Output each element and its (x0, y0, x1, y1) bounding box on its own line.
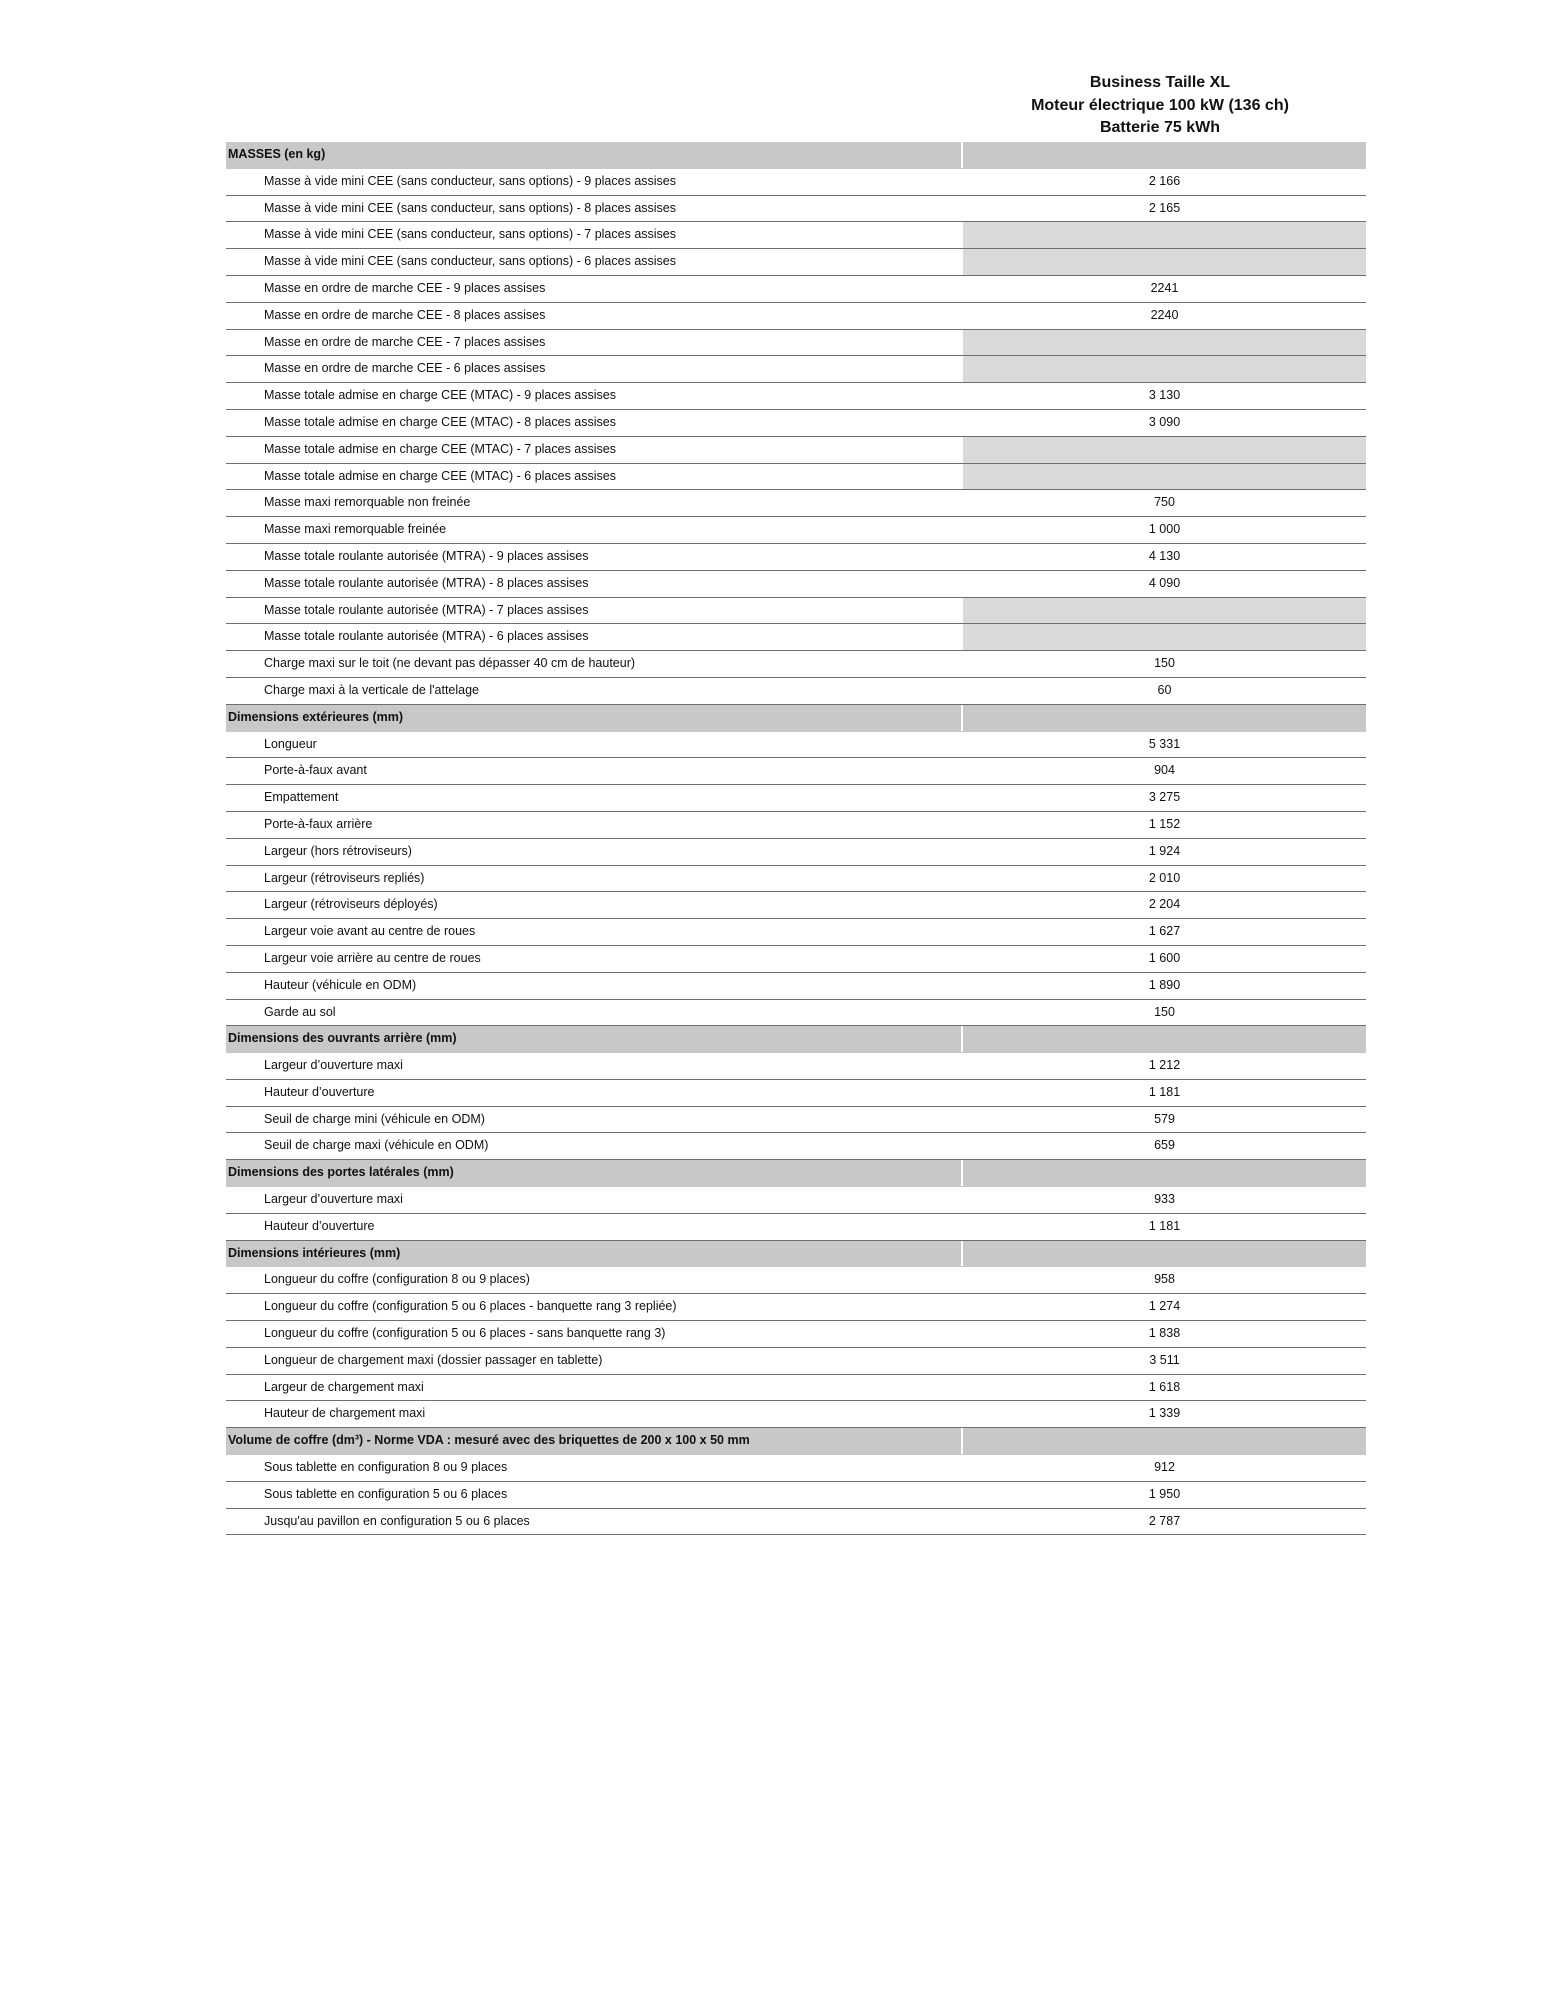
row-value: 1 212 (961, 1053, 1366, 1079)
table-row (226, 544, 1366, 571)
table-row (226, 1348, 1366, 1375)
section-title: Dimensions intérieures (mm) (228, 1245, 401, 1260)
row-value: 1 152 (961, 812, 1366, 838)
row-value: 1 890 (961, 973, 1366, 999)
section-title: Dimensions extérieures (mm) (228, 709, 404, 724)
table-row (226, 1053, 1366, 1080)
row-label: Seuil de charge mini (véhicule en ODM) (264, 1111, 485, 1126)
section-header (226, 1241, 1366, 1268)
row-label: Hauteur de chargement maxi (264, 1406, 426, 1421)
table-row (226, 437, 1366, 464)
row-label: Porte-à-faux avant (264, 763, 367, 778)
table-row (226, 651, 1366, 678)
row-label: Masse maxi remorquable non freinée (264, 495, 471, 510)
row-label: Largeur de chargement maxi (264, 1379, 424, 1394)
table-row (226, 866, 1366, 893)
row-label: Jusqu'au pavillon en configuration 5 ou 6 places (264, 1513, 530, 1528)
row-value: 579 (961, 1107, 1366, 1133)
row-value: 1 924 (961, 839, 1366, 865)
table-row (226, 276, 1366, 303)
row-label: Seuil de charge maxi (véhicule en ODM) (264, 1138, 489, 1153)
table-row (226, 330, 1366, 357)
table-row (226, 222, 1366, 249)
row-value: 1 000 (961, 517, 1366, 543)
row-value: 1 618 (961, 1375, 1366, 1401)
table-row (226, 973, 1366, 1000)
row-label: Masse à vide mini CEE (sans conducteur, sans options) - 7 places assises (264, 227, 676, 242)
row-value: 912 (961, 1455, 1366, 1481)
row-value: 2240 (961, 303, 1366, 329)
table-row (226, 1000, 1366, 1027)
header-model: Business Taille XL (1089, 74, 1231, 91)
row-label: Masse totale admise en charge CEE (MTAC) - 9 places assises (264, 388, 616, 403)
table-row (226, 571, 1366, 598)
table-row (226, 464, 1366, 491)
header-battery: Batterie 75 kWh (1099, 119, 1221, 136)
section-header (226, 1160, 1366, 1187)
table-row (226, 624, 1366, 651)
row-label: Garde au sol (264, 1004, 336, 1019)
row-label: Masse maxi remorquable freinée (264, 522, 447, 537)
row-value (961, 1428, 1366, 1454)
row-label: Largeur (rétroviseurs déployés) (264, 897, 438, 912)
row-label: Hauteur d’ouverture (264, 1084, 375, 1099)
table-row (226, 598, 1366, 625)
row-value: 2 010 (961, 866, 1366, 892)
row-label: Charge maxi à la verticale de l'attelage (264, 682, 480, 697)
section-title: MASSES (en kg) (228, 147, 326, 161)
section-header (226, 142, 1366, 169)
row-value: 1 274 (961, 1294, 1366, 1320)
row-label: Largeur voie avant au centre de roues (264, 924, 476, 939)
column-header (960, 72, 1360, 140)
table-row (226, 249, 1366, 276)
row-value (961, 330, 1366, 356)
section-header (226, 1026, 1366, 1053)
table-row (226, 1187, 1366, 1214)
row-value (961, 464, 1366, 490)
table-row (226, 303, 1366, 330)
row-label: Masse totale roulante autorisée (MTRA) - 6 places assises (264, 629, 589, 644)
row-value (961, 1160, 1366, 1186)
table-row (226, 196, 1366, 223)
table-row (226, 1455, 1366, 1482)
table-row (226, 410, 1366, 437)
row-value: 1 600 (961, 946, 1366, 972)
section-title: Dimensions des ouvrants arrière (mm) (228, 1031, 457, 1046)
row-label: Masse à vide mini CEE (sans conducteur, sans options) - 8 places assises (264, 200, 676, 215)
row-label: Masse en ordre de marche CEE - 8 places assises (264, 307, 546, 322)
row-label: Porte-à-faux arrière (264, 816, 373, 831)
table-row (226, 1375, 1366, 1402)
table-row (226, 1509, 1366, 1536)
row-value: 1 950 (961, 1482, 1366, 1508)
table-row (226, 1294, 1366, 1321)
row-label: Sous tablette en configuration 5 ou 6 places (264, 1486, 508, 1501)
table-row (226, 946, 1366, 973)
row-value: 1 339 (961, 1401, 1366, 1427)
section-title: Dimensions des portes latérales (mm) (228, 1165, 454, 1180)
row-label: Masse à vide mini CEE (sans conducteur, sans options) - 9 places assises (264, 173, 676, 188)
row-label: Masse totale roulante autorisée (MTRA) - 9 places assises (264, 548, 589, 563)
row-label: Longueur du coffre (configuration 5 ou 6 places - banquette rang 3 repliée) (264, 1299, 677, 1314)
table-row (226, 517, 1366, 544)
row-value: 904 (961, 758, 1366, 784)
row-value: 2 204 (961, 892, 1366, 918)
row-label: Masse en ordre de marche CEE - 9 places assises (264, 280, 546, 295)
row-label: Masse totale admise en charge CEE (MTAC) - 8 places assises (264, 414, 616, 429)
row-label: Empattement (264, 790, 339, 805)
section-title: Volume de coffre (dm³) - Norme VDA : mesuré avec des briquettes de 200 x 100 x 50 mm (228, 1433, 750, 1448)
row-value (961, 356, 1366, 382)
row-label: Hauteur (véhicule en ODM) (264, 977, 417, 992)
row-label: Longueur de chargement maxi (dossier passager en tablette) (264, 1352, 603, 1367)
row-value: 2 165 (961, 196, 1366, 222)
table-row (226, 1401, 1366, 1428)
row-value: 150 (961, 1000, 1366, 1026)
row-label: Longueur du coffre (configuration 8 ou 9 places) (264, 1272, 530, 1287)
row-value: 5 331 (961, 732, 1366, 758)
row-value: 1 838 (961, 1321, 1366, 1347)
row-label: Masse totale admise en charge CEE (MTAC) - 6 places assises (264, 468, 616, 483)
row-value: 4 130 (961, 544, 1366, 570)
table-row (226, 383, 1366, 410)
spec-table (226, 142, 1366, 1535)
header-engine: Moteur électrique 100 kW (136 ch) (1031, 96, 1289, 114)
row-value (961, 1026, 1366, 1052)
row-value (961, 222, 1366, 248)
table-row (226, 678, 1366, 705)
table-row (226, 785, 1366, 812)
row-label: Masse en ordre de marche CEE - 6 places assises (264, 361, 546, 376)
section-header (226, 1428, 1366, 1455)
row-value: 1 627 (961, 919, 1366, 945)
row-label: Largeur (hors rétroviseurs) (264, 843, 412, 858)
row-value: 1 181 (961, 1080, 1366, 1106)
row-value: 659 (961, 1133, 1366, 1159)
table-row (226, 1080, 1366, 1107)
table-row (226, 356, 1366, 383)
row-value: 2 166 (961, 169, 1366, 195)
row-value (961, 437, 1366, 463)
table-row (226, 1482, 1366, 1509)
row-value (961, 705, 1366, 731)
row-label: Masse à vide mini CEE (sans conducteur, sans options) - 6 places assises (264, 254, 676, 269)
row-value: 933 (961, 1187, 1366, 1213)
row-label: Masse en ordre de marche CEE - 7 places assises (264, 334, 546, 349)
table-row (226, 1107, 1366, 1134)
row-label: Largeur d’ouverture maxi (264, 1058, 403, 1073)
row-value (961, 249, 1366, 275)
table-row (226, 1214, 1366, 1241)
row-value: 2241 (961, 276, 1366, 302)
row-value: 750 (961, 490, 1366, 516)
row-value (961, 598, 1366, 624)
row-label: Sous tablette en configuration 8 ou 9 places (264, 1460, 508, 1475)
table-row (226, 732, 1366, 759)
row-label: Charge maxi sur le toit (ne devant pas dépasser 40 cm de hauteur) (264, 656, 636, 671)
table-row (226, 1267, 1366, 1294)
row-value: 1 181 (961, 1214, 1366, 1240)
row-label: Hauteur d’ouverture (264, 1218, 375, 1233)
row-value: 3 130 (961, 383, 1366, 409)
row-value: 4 090 (961, 571, 1366, 597)
row-value: 3 511 (961, 1348, 1366, 1374)
row-label: Masse totale admise en charge CEE (MTAC) - 7 places assises (264, 441, 616, 456)
row-label: Largeur voie arrière au centre de roues (264, 950, 481, 965)
table-row (226, 812, 1366, 839)
row-value (961, 142, 1366, 168)
table-row (226, 839, 1366, 866)
table-row (226, 892, 1366, 919)
table-row (226, 1321, 1366, 1348)
table-row (226, 490, 1366, 517)
row-label: Longueur du coffre (configuration 5 ou 6 places - sans banquette rang 3) (264, 1326, 666, 1341)
row-label: Largeur d’ouverture maxi (264, 1192, 403, 1207)
row-value (961, 1241, 1366, 1267)
row-label: Largeur (rétroviseurs repliés) (264, 870, 425, 885)
row-value: 2 787 (961, 1509, 1366, 1535)
table-row (226, 919, 1366, 946)
row-label: Longueur (264, 736, 317, 751)
row-value: 150 (961, 651, 1366, 677)
table-row (226, 1133, 1366, 1160)
row-value: 3 090 (961, 410, 1366, 436)
row-value: 3 275 (961, 785, 1366, 811)
table-row (226, 758, 1366, 785)
row-label: Masse totale roulante autorisée (MTRA) - 7 places assises (264, 602, 589, 617)
row-value: 60 (961, 678, 1366, 704)
row-value (961, 624, 1366, 650)
table-row (226, 169, 1366, 196)
row-value: 958 (961, 1267, 1366, 1293)
section-header (226, 705, 1366, 732)
row-label: Masse totale roulante autorisée (MTRA) - 8 places assises (264, 575, 589, 590)
